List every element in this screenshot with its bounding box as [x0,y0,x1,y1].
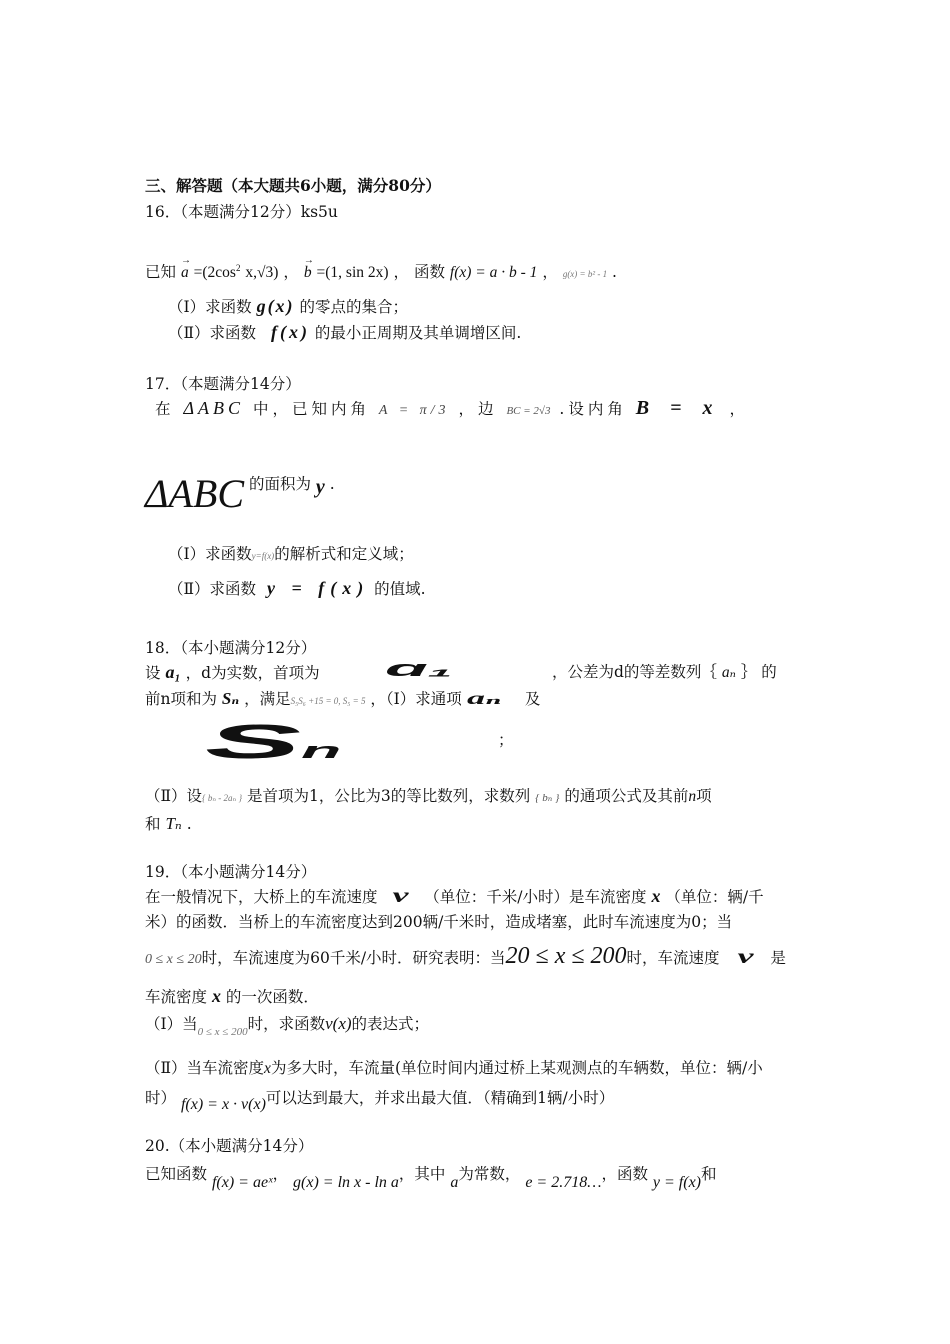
q18-first-term-glyph: ɑ₁ [385,656,453,681]
triangle-abc-large: ΔABC [145,471,245,516]
q19-part2-line2: 时） f(x) = x · v(x)可以达到最大，并求出最大值．（精确到1辆/小时） [145,1089,615,1113]
q19-heading: 19．（本小题满分14分） [145,863,317,881]
q19-line4: 车流密度 x 的一次函数． [145,986,319,1006]
q18-heading: 18．（本小题满分12分） [145,639,317,657]
q19-part2-line1: （Ⅱ）当车流密度x为多大时，车流量(单位时间内通过桥上某观测点的车辆数，单位：辆/小 [145,1059,763,1077]
q18-line1: 设 a₁ ，d为实数，首项为 [145,662,320,682]
f-expression: f(x) = a · b - 1 [449,264,538,282]
g-expression: g(x) = b² - 1 [562,269,608,280]
q17-part1: （Ⅰ）求函数y=f(x)的解析式和定义域； [168,545,414,563]
q17-line2: ΔABC 的面积为 y . [145,471,335,516]
q19-part1: （Ⅰ）当$_{0 \le x \le 200}$时，求函数v(x)的表达式； [145,1014,430,1038]
q16-part1: （Ⅰ）求函数 g(x) 的零点的集合； [168,296,409,316]
q18-line2: 前n项和为 Sₙ ，满足S₅S₆ +15 = 0, S₅ = 5 ，（Ⅰ）求通项 aₙ 及 [145,688,541,708]
q18-line3: ； [498,731,514,749]
q16-given: 已知 → $a =(2\cos^2$ x,√3) ， → b =(1, sin 2x) ， 函数 f(x) = a · b - 1 ， g(x) = b² - 1 . [145,258,617,284]
vector-a: → a [181,263,189,283]
q18-line1-tail: ，公差为d的等差数列｛ aₙ ｝ 的 [552,663,777,681]
q16-part2: （Ⅱ）求函数 f(x) 的最小正周期及其单调增区间. [168,322,522,342]
q17-heading: 17．（本题满分14分） [145,375,301,393]
q19-line1: 在一般情况下，大桥上的车流速度 v （单位：千米/小时）是车流密度 x （单位：辆/千 [145,885,764,907]
q18-line5: 和 Tₙ . [145,814,192,833]
vector-b: → b [304,263,312,283]
q18-line4: （Ⅱ）设{ bₙ - 2aₙ } 是首项为1，公比为3的等比数列，求数列 { bₙ } 的通项公式及其前n项 [145,787,712,805]
q17-part2: （Ⅱ）求函数 y = f(x) 的值域. [168,578,426,598]
q20-heading: 20.（本小题满分14分） [145,1137,314,1155]
q18-sn-large: Sn [205,716,342,769]
q19-line2: 米）的函数．当桥上的车流密度达到200辆/千米时，造成堵塞，此时车流速度为0；当 [145,913,733,931]
q17-line1: 在 ΔABC 中，已知内角 A = π/3 ，边 BC = 2√3 .设内角 B = x ， [155,397,749,419]
q19-line3: 0 ≤ x ≤ 20时，车流速度为60千米/小时．研究表明：当20 ≤ x ≤ 200时，车流速度 v 是 [145,943,786,969]
section-title: 三、解答题（本大题共6小题，满分80分） [145,176,441,195]
q16-heading: 16．（本题满分12分）ks5u [145,203,338,221]
q20-line1: 已知函数 f(x) = aeˣ， g(x) = ln x - ln a，其中 a为常数， e = 2.718…，函数 y = f(x)和 [145,1165,717,1191]
